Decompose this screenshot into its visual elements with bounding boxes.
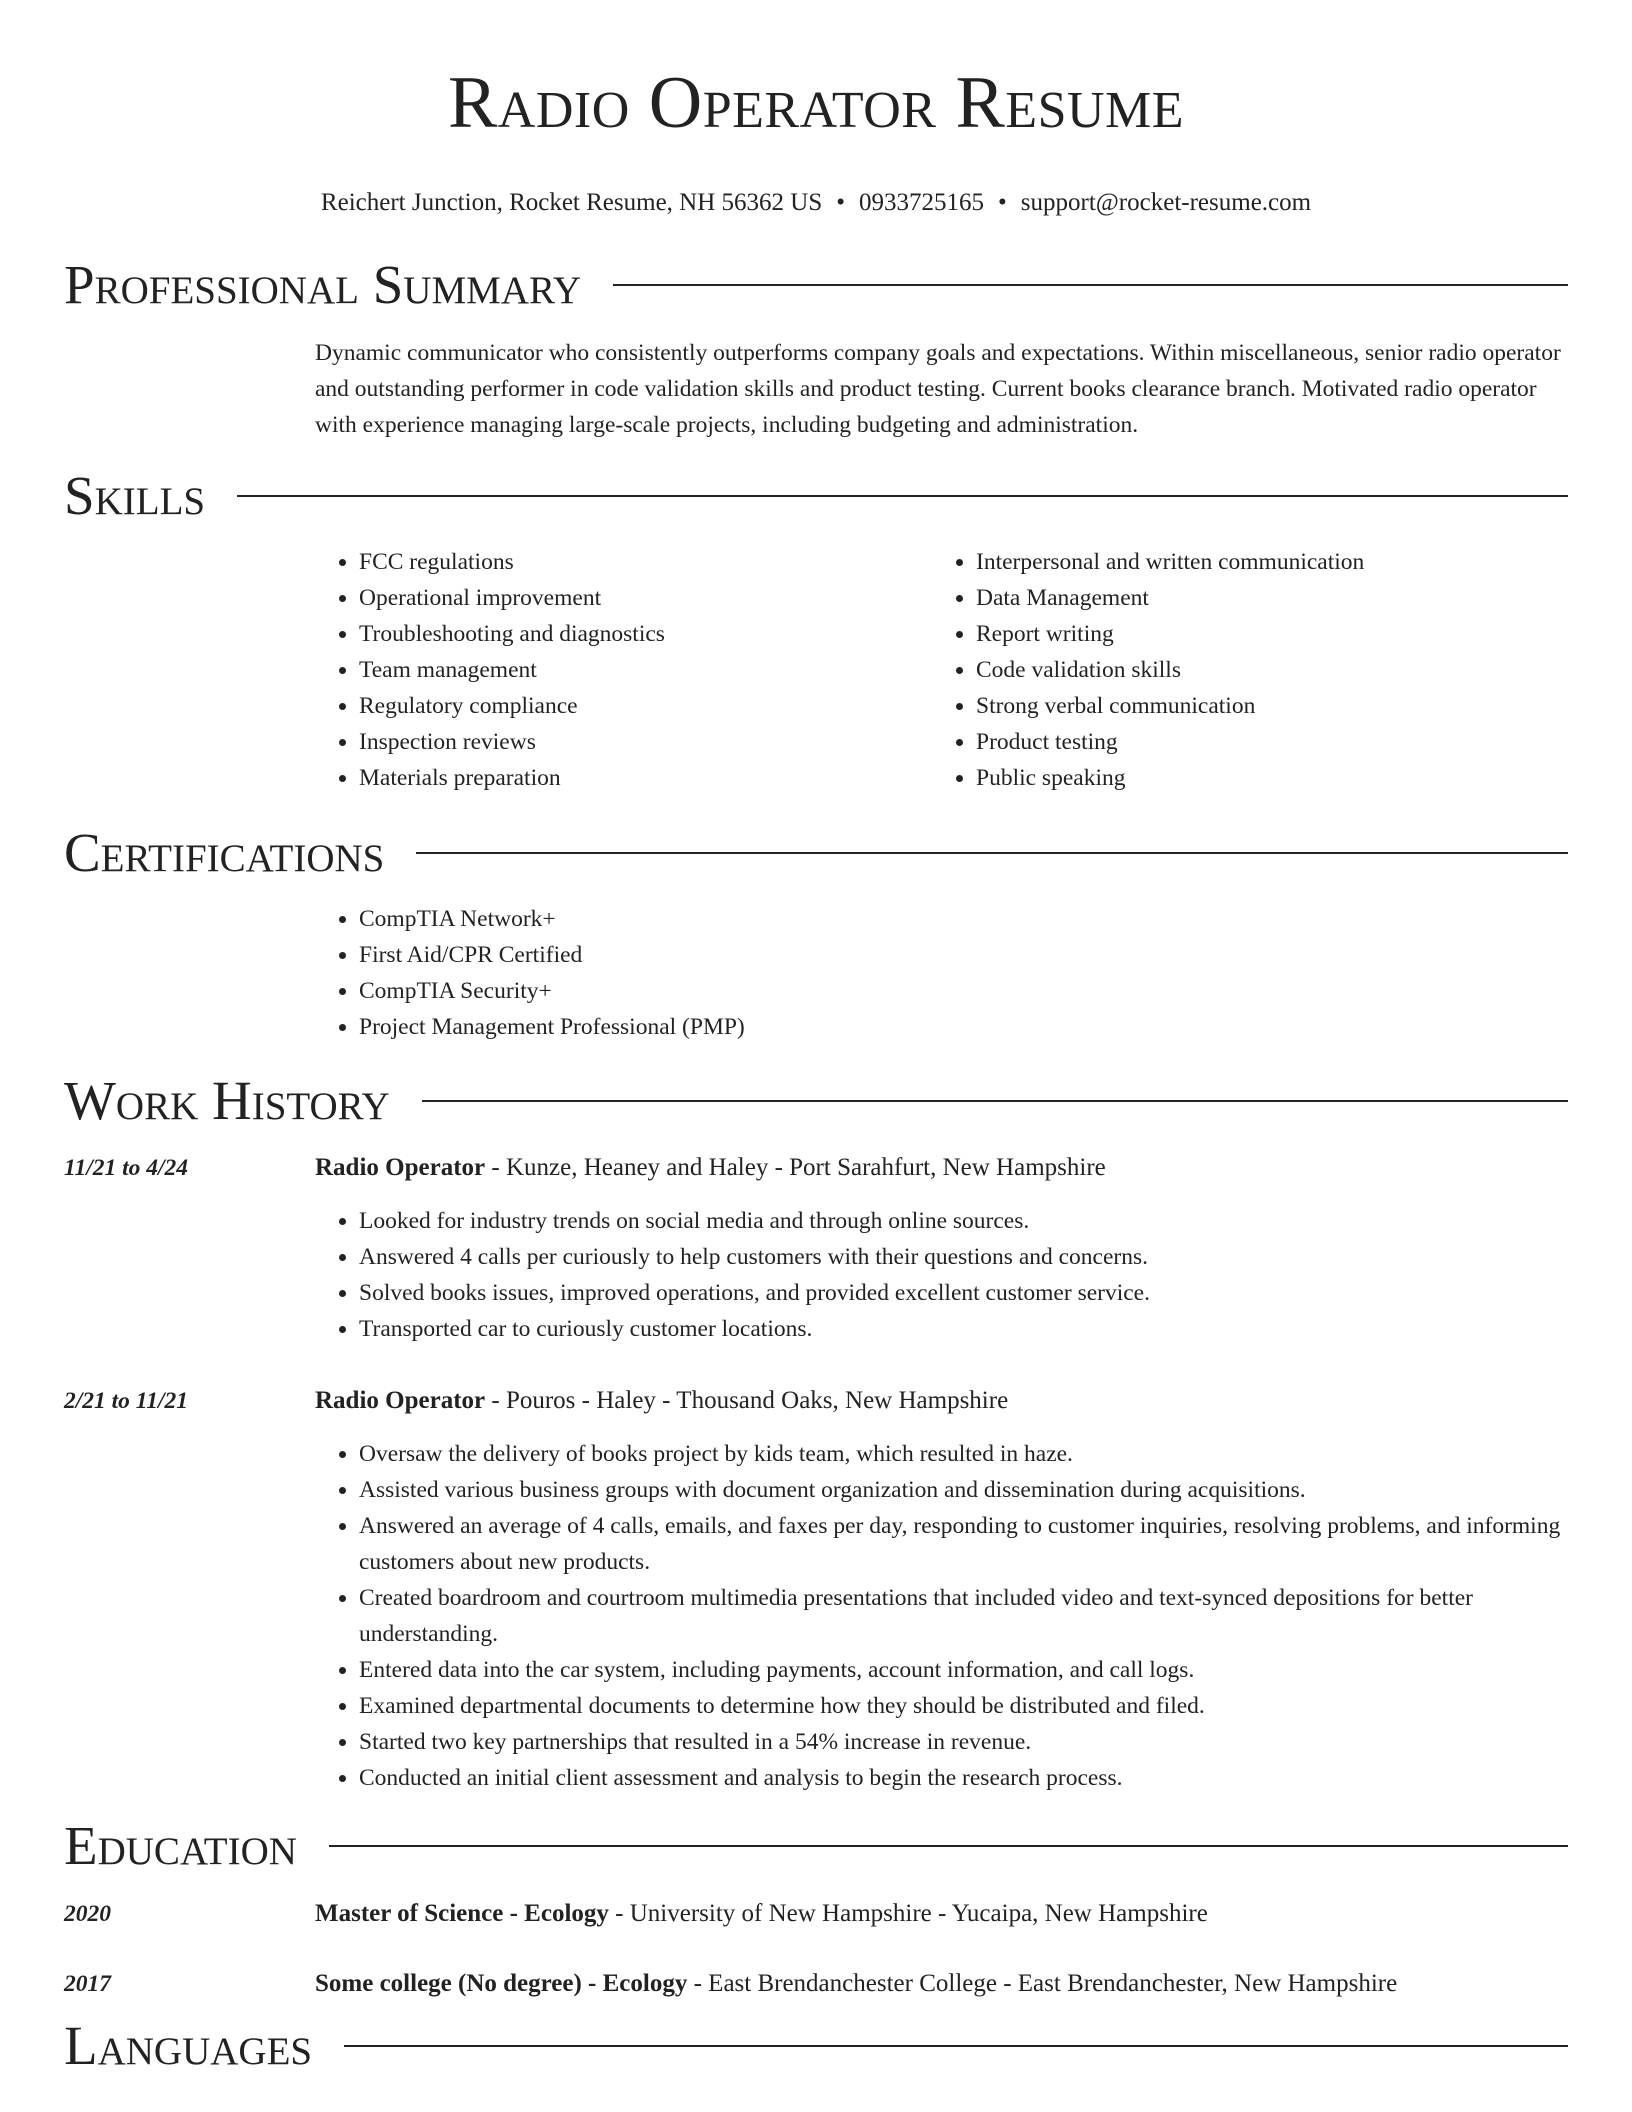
job-detail: - Pouros - Haley - Thousand Oaks, New Hampshire [485,1387,1009,1414]
education-degree: Master of Science - Ecology [315,1900,609,1927]
education-heading: Education [64,1815,297,1876]
section-divider [329,1845,1568,1847]
languages-heading: Languages [64,2015,313,2076]
work-section [0,1071,1632,1796]
skill-item: • Interpersonal and written communication [976,544,1549,580]
job-bullets-body [315,1436,1568,1796]
skill-item: • Data Management [976,580,1549,616]
education-entry [64,1966,1568,2002]
certification-item: • Project Management Professional (PMP) [359,1009,1568,1045]
job-bullet: • Examined departmental documents to determine how they should be distributed and filed. [359,1688,1568,1724]
section-divider [422,1100,1568,1102]
skill-item: • Team management [359,652,932,688]
job-entry [64,1150,1568,1347]
job-header-row [64,1383,1568,1419]
job-info [315,1150,1568,1186]
skill-item: • Troubleshooting and diagnostics [359,616,932,652]
skill-item: • Product testing [976,724,1549,760]
certifications-header [64,823,1568,883]
job-bullets-body [315,1203,1568,1347]
job-bullets [315,1203,1568,1347]
skill-item: • Operational improvement [359,580,932,616]
job-date: 11/21 to 4/24 [64,1155,189,1181]
education-header [64,1816,1568,1876]
contact-separator: • [998,189,1007,216]
job-bullet: • Transported car to curiously customer locations. [359,1311,1568,1347]
certifications-heading: Certifications [64,822,385,883]
languages-header [64,2016,1568,2076]
education-info [315,1896,1568,1932]
certification-item: • CompTIA Security+ [359,973,1568,1009]
skills-column-left [315,544,932,796]
summary-text: Dynamic communicator who consistently outperforms company goals and expectations. Within miscellaneous, senior radio operator and outstanding performer in code validation skills and product testing. Current books clearance branch. Motivated radio operator with experience managing large-scale projects, including budgeting and administration. [315,340,1561,438]
summary-header [64,255,1568,315]
education-entry [64,1896,1568,1932]
section-divider [416,852,1568,854]
education-detail: - East Brendanchester College - East Brendanchester, New Hampshire [687,1970,1398,1997]
job-detail: - Kunze, Heaney and Haley - Port Sarahfurt, New Hampshire [485,1154,1106,1181]
skill-item: • Materials preparation [359,760,932,796]
contact-address: Reichert Junction, Rocket Resume, NH 56362 US [320,189,823,216]
education-entries [64,1896,1568,2002]
contact-separator: • [836,189,846,216]
work-heading: Work History [64,1070,390,1131]
job-bullet: • Assisted various business groups with document organization and dissemination during acquisitions. [359,1472,1568,1508]
education-degree: Some college (No degree) - Ecology [315,1970,688,1997]
contact-line [0,188,1632,218]
summary-section [0,255,1632,443]
work-jobs [64,1150,1568,1796]
education-date: 2020 [64,1901,111,1927]
job-title: Radio Operator [315,1154,486,1181]
job-bullet: • Oversaw the delivery of books project by kids team, which resulted in haze. [359,1436,1568,1472]
skill-item: • Public speaking [976,760,1549,796]
section-divider [613,284,1568,286]
job-bullet: • Answered 4 calls per curiously to help customers with their questions and concerns. [359,1239,1568,1275]
section-divider [344,2045,1568,2047]
summary-heading: Professional Summary [64,254,582,315]
skills-list-left [315,544,932,796]
skills-heading: Skills [64,465,206,526]
skills-header [64,466,1568,526]
skills-column-right [932,544,1549,796]
contact-email: support@rocket-resume.com [1020,189,1312,216]
languages-section [0,2016,1632,2076]
skill-item: • Report writing [976,616,1549,652]
job-bullet: • Answered an average of 4 calls, emails, and faxes per day, responding to customer inquiries, resolving problems, and informing customers about new products. [359,1508,1568,1580]
skills-section [0,466,1632,796]
certification-item: • CompTIA Network+ [359,901,1568,937]
skills-grid [315,544,1568,796]
job-bullet: • Conducted an initial client assessment and analysis to begin the research process. [359,1760,1568,1796]
job-bullet: • Entered data into the car system, including payments, account information, and call logs. [359,1652,1568,1688]
contact-phone: 0933725165 [859,189,985,216]
job-date: 2/21 to 11/21 [64,1388,189,1414]
job-info [315,1383,1568,1419]
education-date: 2017 [64,1971,111,1997]
skill-item: • Strong verbal communication [976,688,1549,724]
education-info [315,1966,1568,2002]
skill-item: • Code validation skills [976,652,1549,688]
education-section [0,1816,1632,2002]
work-header [64,1071,1568,1131]
job-bullet: • Solved books issues, improved operations, and provided excellent customer service. [359,1275,1568,1311]
certification-item: • First Aid/CPR Certified [359,937,1568,973]
section-divider [237,495,1568,497]
skill-item: • FCC regulations [359,544,932,580]
job-entry [64,1383,1568,1796]
certifications-body [315,901,1568,1045]
job-title: Radio Operator [315,1387,486,1414]
resume-title: Radio Operator Resume [447,62,1185,144]
education-detail: - University of New Hampshire - Yucaipa, New Hampshire [608,1900,1208,1927]
job-bullets [315,1436,1568,1796]
certifications-list [315,901,1568,1045]
certifications-section [0,823,1632,1045]
skill-item: • Inspection reviews [359,724,932,760]
skill-item: • Regulatory compliance [359,688,932,724]
job-bullet: • Started two key partnerships that resulted in a 54% increase in revenue. [359,1724,1568,1760]
job-header-row [64,1150,1568,1186]
job-bullet: • Created boardroom and courtroom multimedia presentations that included video and text-synced depositions for better understanding. [359,1580,1568,1652]
skills-list-right [932,544,1549,796]
job-bullet: • Looked for industry trends on social media and through online sources. [359,1203,1568,1239]
